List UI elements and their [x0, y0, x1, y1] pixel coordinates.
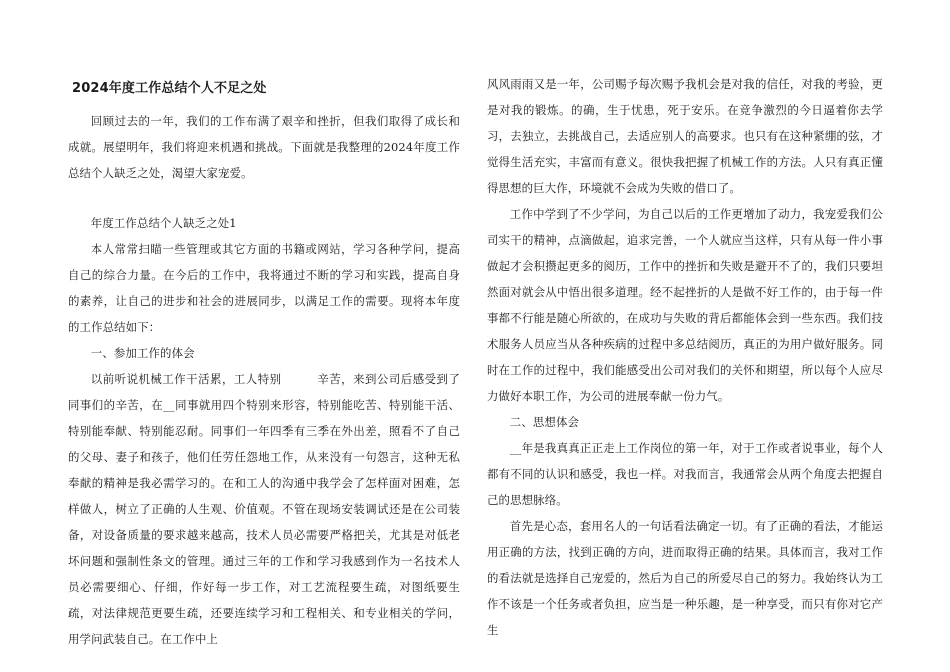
paragraph-continued: 风风雨雨又是一年，公司赐予每次赐予我机会是对我的信任，对我的考验，更是对我的锻炼。的确，生于忧患，死于安乐。在竞争激烈的今日逼着你去学习，去独立，去挑战自己，去适应别人的高要求。也只有在这种紧绷的弦，才觉得生活充实，丰富而有意义。很快我把握了机械工作的方法。人只有真正懂得思想的巨大作，环境就不会成为失败的借口了。 — [487, 77, 883, 195]
document-title: 2024年度工作总结个人不足之处 — [72, 81, 267, 96]
paragraph-4: __年是我真真正正走上工作岗位的第一年，对于工作或者说事业，每个人都有不同的认识和感受，我也一样。对我而言，我通常会从两个角度去把握自己的思想脉络。 — [487, 441, 883, 507]
subheading-1: 一、参加工作的体会 — [90, 346, 195, 360]
paragraph-3: 工作中学到了不少学问，为自己以后的工作更增加了动力，我宠爱我们公司实干的精神，点滴做起，追求完善，一个人就应当这样，只有从每一件小事做起才会积攒起更多的阅历，工作中的挫折和失败是避开不了的，我们只要坦然面对就会从中悟出很多道理。经不起挫折的人是做不好工作的，由于每一件事都不行能是随心所欲的，在成功与失败的背后都能体会到一些东西。我们技术服务人员应当从各种疾病的过程中多总结阅历，真正的为用户做好服务。同时在工作的过程中，我们能感受出公司对我们的关怀和期望，所以每个人应尽力做好本职工作，为公司的进展奉献一份力气。 — [487, 207, 883, 403]
intro-paragraph: 回顾过去的一年，我们的工作布满了艰辛和挫折，但我们取得了成长和成就。展望明年，我们将迎来机遇和挑战。下面就是我整理的2024年度工作总结个人缺乏之处，渴望大家宠爱。 — [68, 114, 460, 180]
paragraph-2: 以前听说机械工作干活累，工人特别 辛苦，来到公司后感受到了同事们的辛苦，在__同事就用四个特别来形容，特别能吃苦、特别能干活、特别能奉献、特别能忍耐。同事们一年四季有三季在外出差，照看不了自己的父母、妻子和孩子，他们任劳任怨地工作，从来没有一句怨言，这种无私奉献的精神是我必需学习的。在和工人的沟通中我学会了怎样面对困难，怎样做人，树立了正确的人生观、价值观。不管在现场安装调试还是在公司装备，对设备质量的要求越来越高，技术人员必需要严格把关，尤其是对低老坏问题和强制性条文的管理。通过三年的工作和学习我感到作为一名技术人员必需要细心、仔细，作好每一步工作，对工艺流程要生疏，对图纸要生疏，对法律规范更要生疏，还要连续学习和工程相关、和专业相关的学问，用学问武装自己。在工作中上 — [68, 372, 460, 646]
subheading-2: 二、思想体会 — [509, 415, 580, 429]
paragraph-5: 首先是心态，套用名人的一句话看法确定一切。有了正确的看法，才能运用正确的方法，找到正确的方向，进而取得正确的结果。具体而言，我对工作的看法就是选择自己宠爱的，然后为自己的所爱尽自己的努力。我始终认为工作不该是一个任务或者负担，应当是一种乐趣，是一种享受，而只有你对它产生 — [487, 519, 883, 637]
left-column — [68, 70, 460, 652]
spacer — [68, 186, 460, 206]
right-column — [487, 71, 883, 643]
paragraph-1: 本人常常扫瞄一些管理或其它方面的书籍或网站，学习各种学问，提高自己的综合力量。在今后的工作中，我将通过不断的学习和实践，提高自身的素养，让自己的进步和社会的进展同步，以满足工作的需要。现将本年度的工作总结如下： — [68, 242, 460, 334]
section-heading: 年度工作总结个人缺乏之处1 — [90, 216, 237, 230]
